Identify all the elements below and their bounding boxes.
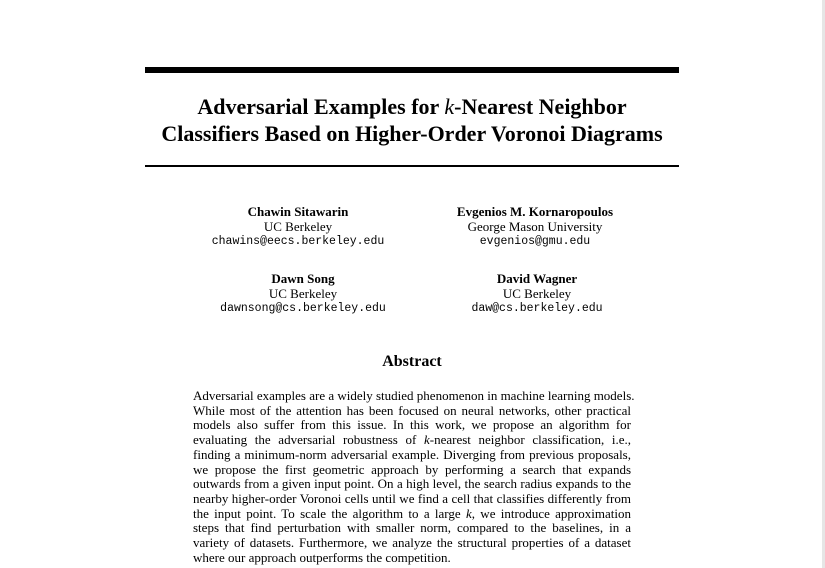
title-top-rule xyxy=(145,67,679,73)
author-block xyxy=(178,204,418,249)
abstract-line: steps that find perturbation with smaller norm, compared to the baselines, in a xyxy=(193,520,631,536)
author-block xyxy=(183,271,423,316)
abstract-line: variety of datasets. Furthermore, we analyze the structural properties of a dataset xyxy=(193,535,631,550)
title-variable-k: k xyxy=(444,94,455,119)
title-line-1 xyxy=(100,93,724,120)
author-affiliation: UC Berkeley xyxy=(502,286,572,301)
author-name: Chawin Sitawarin xyxy=(247,204,349,219)
author-block xyxy=(415,204,655,249)
author-affiliation: George Mason University xyxy=(467,219,603,234)
abstract-line: outwards from a given input point. On a high level, the search radius expands to the xyxy=(193,476,631,492)
author-affiliation: UC Berkeley xyxy=(268,286,338,301)
author-name: Evgenios M. Kornaropoulos xyxy=(456,204,614,219)
abstract-line-post: -nearest neighbor classification, i.e., xyxy=(429,432,631,448)
abstract-line xyxy=(193,433,631,448)
abstract-line: Adversarial examples are a widely studied phenomenon in machine learning models. xyxy=(193,388,635,403)
abstract-line: we propose the first geometric approach by performing a search that expands xyxy=(193,461,631,477)
author-block xyxy=(417,271,657,316)
abstract-line: finding a minimum-norm adversarial example. Diverging from previous proposals, xyxy=(193,446,631,462)
author-email: dawnsong@cs.berkeley.edu xyxy=(220,302,386,315)
abstract-line: models also suffer from this issue. In this work, we propose an algorithm for xyxy=(193,417,631,433)
title-bottom-rule xyxy=(145,165,679,167)
abstract-heading: Abstract xyxy=(382,353,442,370)
abstract-line-pre: the input point. To scale the algorithm to a large xyxy=(193,505,466,521)
author-name: David Wagner xyxy=(496,271,578,286)
author-email: evgenios@gmu.edu xyxy=(479,235,591,248)
author-email: daw@cs.berkeley.edu xyxy=(471,302,603,315)
title-line-1-pre: Adversarial Examples for xyxy=(197,94,445,119)
author-name: Dawn Song xyxy=(271,271,335,286)
abstract-line-post: , we introduce approximation xyxy=(471,505,631,521)
abstract-variable-k: k xyxy=(465,505,472,521)
title-line-1-post: -Nearest Neighbor xyxy=(454,94,627,119)
abstract-line: nearby higher-order Voronoi cells until we find a cell that classifies differently from xyxy=(193,490,631,506)
title-line-2: Classifiers Based on Higher-Order Voronoi Diagrams xyxy=(161,121,663,146)
paper-title xyxy=(100,93,724,147)
abstract-line: While most of the attention has been focused on neural networks, other practical xyxy=(193,402,631,418)
author-email: chawins@eecs.berkeley.edu xyxy=(211,235,385,248)
author-affiliation: UC Berkeley xyxy=(263,219,333,234)
abstract-line-pre: evaluating the adversarial robustness of xyxy=(193,432,424,448)
abstract-line: where our approach outperforms the competition. xyxy=(193,549,451,565)
abstract-variable-k: k xyxy=(423,432,430,448)
